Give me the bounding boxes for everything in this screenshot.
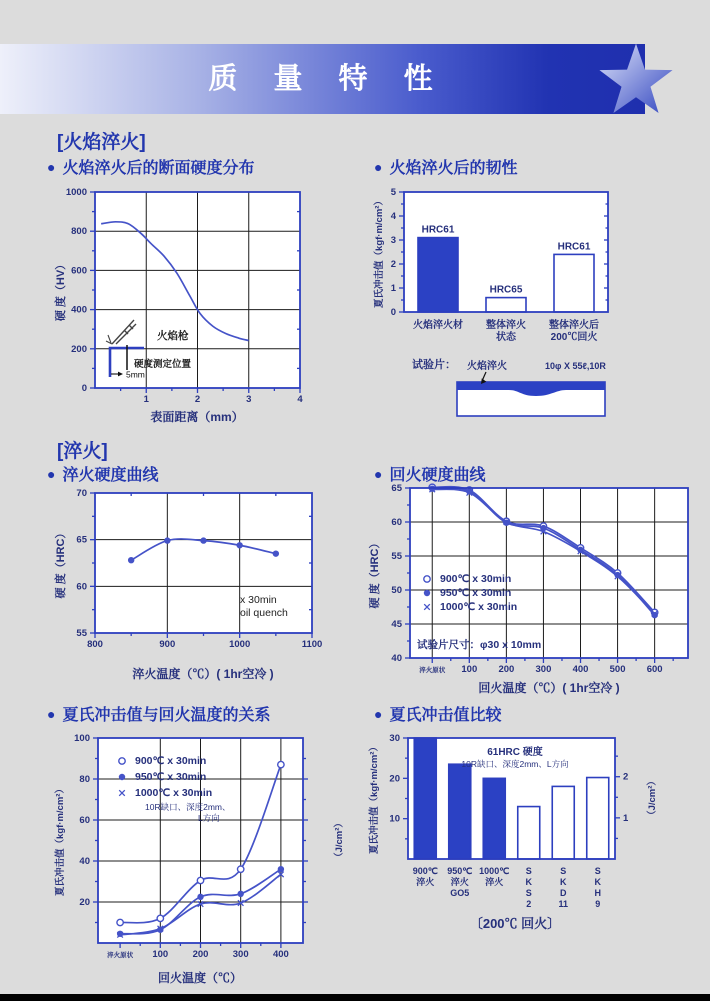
svg-text:400: 400: [572, 664, 589, 675]
svg-text:回火温度（℃）( 1hr空冷 ): 回火温度（℃）( 1hr空冷 ): [478, 681, 620, 695]
svg-text:淬火原状: 淬火原状: [419, 667, 446, 674]
svg-text:（J/cm²）: （J/cm²）: [647, 776, 658, 820]
temper-hardness-chart: [365, 478, 710, 718]
svg-text:L方向: L方向: [198, 813, 220, 823]
svg-text:2: 2: [526, 899, 532, 909]
svg-text:80: 80: [79, 774, 90, 785]
svg-text:900℃: 900℃: [412, 866, 438, 876]
svg-text:65: 65: [76, 534, 87, 546]
bullet-icon: ●: [374, 465, 383, 482]
svg-text:65: 65: [391, 483, 402, 494]
svg-text:D: D: [560, 888, 567, 898]
svg-text:60: 60: [76, 581, 87, 593]
test-piece-sketch: [412, 357, 606, 416]
svg-text:0: 0: [390, 307, 396, 318]
svg-text:600: 600: [646, 664, 663, 675]
svg-text:2: 2: [194, 394, 201, 405]
charpy-vs-temper-chart: [50, 722, 380, 994]
svg-text:K: K: [560, 877, 567, 887]
svg-text:S: S: [525, 866, 532, 876]
svg-text:2: 2: [623, 771, 629, 783]
svg-text:整体淬火: 整体淬火: [486, 320, 526, 331]
svg-text:状态: 状态: [496, 332, 516, 343]
bullet-icon: ●: [374, 158, 383, 175]
section-heading-quench: [淬火]: [57, 441, 108, 462]
svg-text:4: 4: [297, 394, 303, 405]
svg-text:2: 2: [390, 259, 396, 270]
svg-text:30: 30: [389, 733, 400, 744]
charpy-comparison-chart: [365, 722, 710, 972]
svg-text:0: 0: [81, 383, 87, 394]
chart-title-label: 淬火硬度曲线: [62, 467, 159, 484]
svg-text:1000℃: 1000℃: [479, 866, 510, 876]
star-icon: [596, 42, 676, 122]
svg-text:回火温度（℃）: 回火温度（℃）: [157, 971, 243, 985]
svg-text:淬火: 淬火: [416, 877, 435, 887]
measure-position-label: 硬度测定位置: [134, 359, 192, 370]
svg-text:S: S: [525, 888, 532, 898]
page-bottom-rule: [0, 994, 710, 1001]
svg-text:600: 600: [71, 265, 87, 277]
svg-text:S: S: [594, 866, 601, 876]
flame-toughness-chart: [370, 178, 705, 433]
svg-text:300: 300: [535, 664, 552, 675]
svg-text:11: 11: [558, 899, 569, 909]
svg-text:1000: 1000: [229, 639, 251, 650]
bullet-icon: ●: [47, 158, 56, 175]
bullet-icon: ●: [47, 465, 56, 482]
chart-title-flame-toughness: [374, 155, 517, 178]
bullet-icon: ●: [47, 705, 56, 722]
test-piece-dimensions: 10φ X 55ℓ,10R: [545, 361, 606, 371]
svg-text:淬火温度（℃）( 1hr空冷 ): 淬火温度（℃）( 1hr空冷 ): [132, 667, 274, 681]
svg-text:1: 1: [390, 283, 396, 294]
svg-text:300: 300: [232, 949, 249, 960]
svg-text:夏氏冲击值（kgf·m/cm²）: 夏氏冲击值（kgf·m/cm²）: [369, 742, 380, 854]
svg-text:100: 100: [152, 949, 169, 960]
svg-text:硬 度（HRC）: 硬 度（HRC）: [369, 537, 381, 609]
svg-text:oil quench: oil quench: [240, 607, 288, 619]
svg-text:400: 400: [272, 949, 289, 960]
quench-hardness-chart: [50, 482, 365, 707]
svg-text:1000℃ x 30min: 1000℃ x 30min: [440, 601, 518, 613]
svg-text:9: 9: [595, 899, 601, 909]
svg-text:硬 度（HV）: 硬 度（HV）: [55, 258, 67, 322]
svg-text:70: 70: [76, 488, 87, 499]
chart-title-label: 回火硬度曲线: [389, 467, 486, 484]
svg-text:200℃回火: 200℃回火: [550, 332, 598, 343]
svg-text:5: 5: [390, 187, 396, 198]
svg-text:H: H: [594, 888, 601, 898]
svg-text:（J/cm²）: （J/cm²）: [334, 818, 345, 862]
svg-text:950℃ x 30min: 950℃ x 30min: [440, 587, 512, 599]
svg-text:淬火原状: 淬火原状: [107, 952, 134, 959]
svg-text:K: K: [594, 877, 601, 887]
svg-text:950℃ x 30min: 950℃ x 30min: [135, 771, 207, 783]
svg-text:45: 45: [391, 619, 402, 630]
svg-text:400: 400: [71, 304, 87, 316]
svg-text:55: 55: [391, 551, 402, 562]
svg-text:800: 800: [71, 226, 87, 238]
svg-text:S: S: [560, 866, 567, 876]
chart-title-label: 夏氏冲击值比较: [389, 707, 502, 724]
flame-gun-label: 火焰枪: [157, 330, 189, 342]
svg-text:夏氏冲击值（kgf·m/cm²）: 夏氏冲击值（kgf·m/cm²）: [55, 784, 66, 896]
svg-text:200: 200: [498, 664, 515, 675]
svg-text:100: 100: [74, 733, 90, 744]
chart-title-label: 火焰淬火后的韧性: [389, 160, 518, 177]
svg-text:60: 60: [391, 517, 402, 528]
svg-text:1000: 1000: [65, 187, 87, 198]
svg-text:200: 200: [192, 949, 209, 960]
svg-text:50: 50: [391, 585, 402, 596]
svg-text:淬火: 淬火: [485, 877, 504, 887]
svg-text:HRC61: HRC61: [557, 241, 591, 253]
flame-hardness-profile-chart: [50, 178, 350, 433]
svg-text:60: 60: [79, 815, 90, 826]
svg-text:200: 200: [71, 343, 87, 355]
page-title: 质 量 特 性: [208, 63, 447, 95]
test-piece-caption: 试验片：: [412, 359, 456, 371]
svg-text:K: K: [525, 877, 532, 887]
chart-title-label: 火焰淬火后的断面硬度分布: [62, 160, 255, 177]
chart-title-hardness-profile: [47, 155, 254, 178]
svg-text:10R缺口、深度2mm、L方向: 10R缺口、深度2mm、L方向: [461, 759, 569, 769]
chart-title-label: 夏氏冲击值与回火温度的关系: [62, 707, 271, 724]
section-heading-flame: [火焰淬火]: [57, 132, 146, 153]
svg-text:整体淬火后: 整体淬火后: [549, 320, 599, 331]
svg-text:40: 40: [391, 653, 402, 664]
svg-text:夏氏冲击值（kgf·m/cm²）: 夏氏冲击值（kgf·m/cm²）: [374, 196, 385, 308]
svg-text:10R缺口、深度2mm、: 10R缺口、深度2mm、: [145, 802, 231, 812]
svg-text:1000℃ x 30min: 1000℃ x 30min: [135, 787, 213, 799]
svg-text:试验片尺寸：φ30 x 10mm: 试验片尺寸：φ30 x 10mm: [417, 639, 542, 651]
svg-text:HRC61: HRC61: [421, 224, 455, 236]
svg-text:10: 10: [389, 813, 400, 825]
svg-text:100: 100: [461, 664, 478, 675]
svg-text:3: 3: [390, 235, 396, 246]
svg-text:x 30min: x 30min: [240, 594, 277, 606]
bullet-icon: ●: [374, 705, 383, 722]
svg-text:硬 度（HRC）: 硬 度（HRC）: [55, 527, 67, 599]
svg-text:900: 900: [159, 639, 176, 650]
svg-text:500: 500: [609, 664, 626, 675]
svg-text:20: 20: [389, 773, 400, 785]
svg-text:1: 1: [143, 394, 149, 405]
svg-text:〔200℃ 回火〕: 〔200℃ 回火〕: [469, 916, 561, 931]
svg-text:900℃ x 30min: 900℃ x 30min: [440, 573, 512, 585]
svg-text:淬火: 淬火: [450, 877, 469, 887]
svg-text:20: 20: [79, 897, 90, 908]
depth-label: 5mm: [126, 369, 145, 380]
svg-text:4: 4: [390, 211, 396, 222]
test-piece-surface-label: 火焰淬火: [467, 361, 507, 372]
svg-text:1100: 1100: [301, 639, 323, 650]
svg-text:61HRC 硬度: 61HRC 硬度: [487, 747, 543, 758]
svg-text:火焰淬火材: 火焰淬火材: [413, 320, 463, 331]
svg-text:HRC65: HRC65: [489, 284, 523, 296]
svg-text:表面距离（mm）: 表面距离（mm）: [150, 410, 244, 424]
svg-text:950℃: 950℃: [447, 866, 473, 876]
svg-text:GO5: GO5: [450, 888, 470, 898]
svg-text:800: 800: [87, 639, 103, 650]
svg-text:40: 40: [79, 856, 90, 867]
svg-text:3: 3: [246, 394, 252, 405]
svg-text:900℃ x 30min: 900℃ x 30min: [135, 755, 207, 767]
svg-text:55: 55: [76, 628, 87, 639]
header-banner: [0, 44, 645, 114]
svg-text:1: 1: [623, 812, 629, 824]
